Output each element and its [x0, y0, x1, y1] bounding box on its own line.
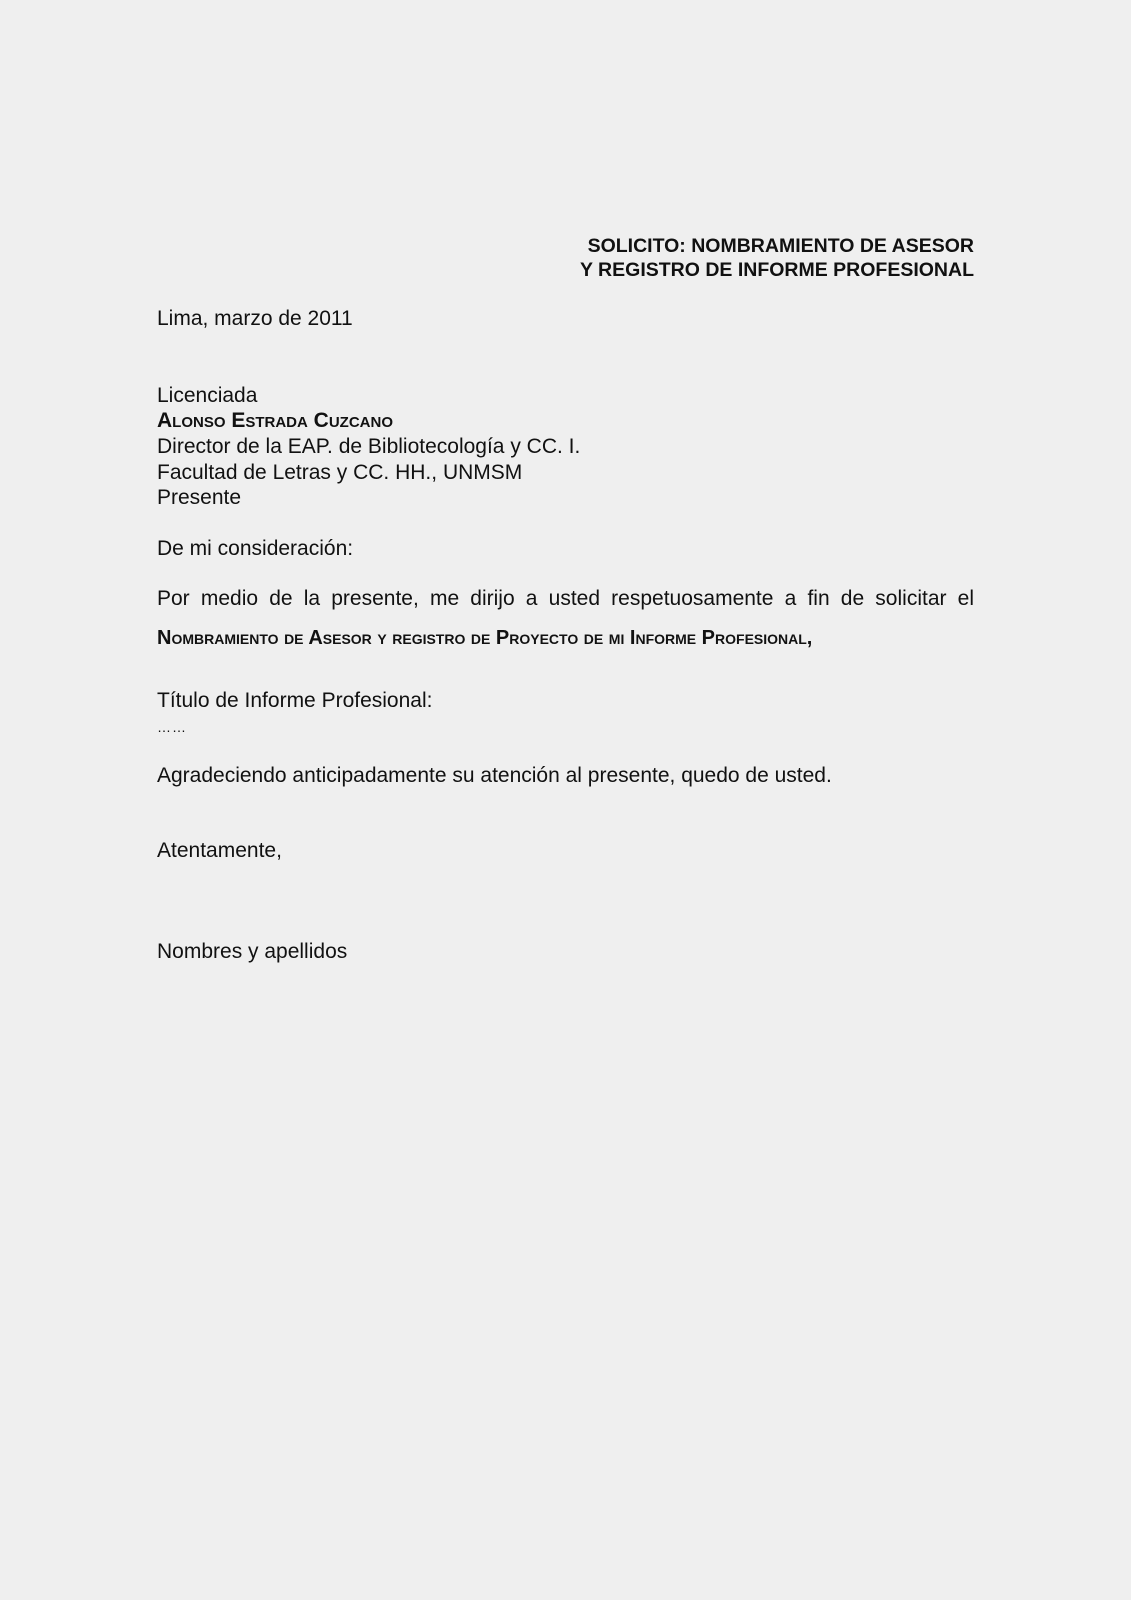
report-title-label: Título de Informe Profesional:	[157, 689, 433, 712]
recipient-faculty: Facultad de Letras y CC. HH., UNMSM	[157, 461, 523, 484]
recipient-position: Director de la EAP. de Bibliotecología y CC. I.	[157, 435, 581, 458]
body-line-2-request: Nombramiento de Asesor y registro de Proyecto de mi Informe Profesional,	[157, 627, 813, 649]
body-line-1: Por medio de la presente, me dirijo a usted respetuosamente a fin de solicitar el	[157, 587, 974, 610]
signature-name: Nombres y apellidos	[157, 940, 348, 963]
subject-heading	[580, 234, 974, 282]
recipient-presente: Presente	[157, 486, 242, 509]
date-line: Lima, marzo de 2011	[157, 307, 353, 330]
subject-line-2: Y REGISTRO DE INFORME PROFESIONAL	[579, 259, 974, 281]
report-title-placeholder: ……	[157, 719, 187, 735]
greeting: De mi consideración:	[157, 537, 354, 560]
closing-text: Agradeciendo anticipadamente su atención al presente, quedo de usted.	[157, 764, 832, 787]
subject-line-1: SOLICITO: NOMBRAMIENTO DE ASESOR	[587, 235, 974, 257]
recipient-title: Licenciada	[157, 384, 258, 407]
recipient-name: Alonso Estrada Cuzcano	[157, 409, 393, 432]
sign-off: Atentamente,	[157, 839, 282, 862]
